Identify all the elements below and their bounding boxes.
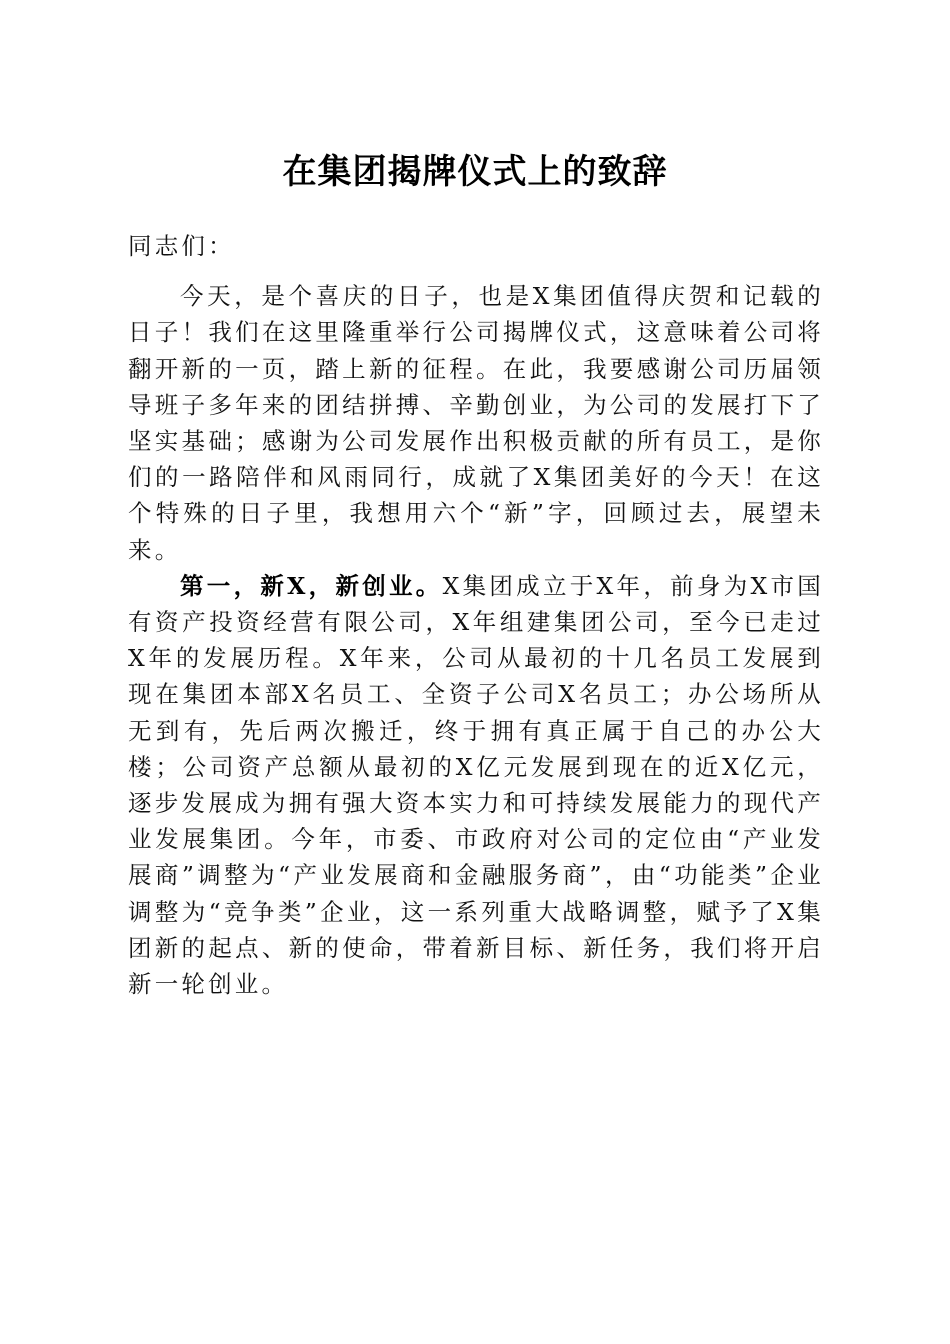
paragraph-intro-text: 今天，是个喜庆的日子，也是X集团值得庆贺和记载的日子！我们在这里隆重举行公司揭牌仪式，这意味着公司将翻开新的一页，踏上新的征程。在此，我要感谢公司历届领导班子多年来的团结拼搏、辛勤创业，为公司的发展打下了坚实基础；感谢为公司发展作出积极贡献的所有员工，是你们的一路陪伴和风雨同行，成就了X集团美好的今天！在这个特殊的日子里，我想用六个“新”字，回顾过去，展望未来。 (128, 282, 824, 564)
paragraph-first-point (128, 568, 824, 1002)
document-body (128, 228, 824, 1002)
paragraph-first-point-text: X集团成立于X年，前身为X市国有资产投资经营有限公司，X年组建集团公司，至今已走过X年的发展历程。X年来，公司从最初的十几名员工发展到现在集团本部X名员工、全资子公司X名员工；办公场所从无到有，先后两次搬迁，终于拥有真正属于自己的办公大楼；公司资产总额从最初的X亿元发展到现在的近X亿元，逐步发展成为拥有强大资本实力和可持续发展能力的现代产业发展集团。今年，市委、市政府对公司的定位由“产业发展商”调整为“产业发展商和金融服务商”，由“功能类”企业调整为“竞争类”企业，这一系列重大战略调整，赋予了X集团新的起点、新的使命，带着新目标、新任务，我们将开启新一轮创业。 (128, 571, 824, 999)
salutation: 同志们： (128, 232, 235, 260)
page-title: 在集团揭牌仪式上的致辞 (282, 152, 668, 192)
paragraph-intro (128, 278, 824, 568)
paragraph-first-point-lead: 第一，新X，新创业。 (180, 571, 443, 600)
